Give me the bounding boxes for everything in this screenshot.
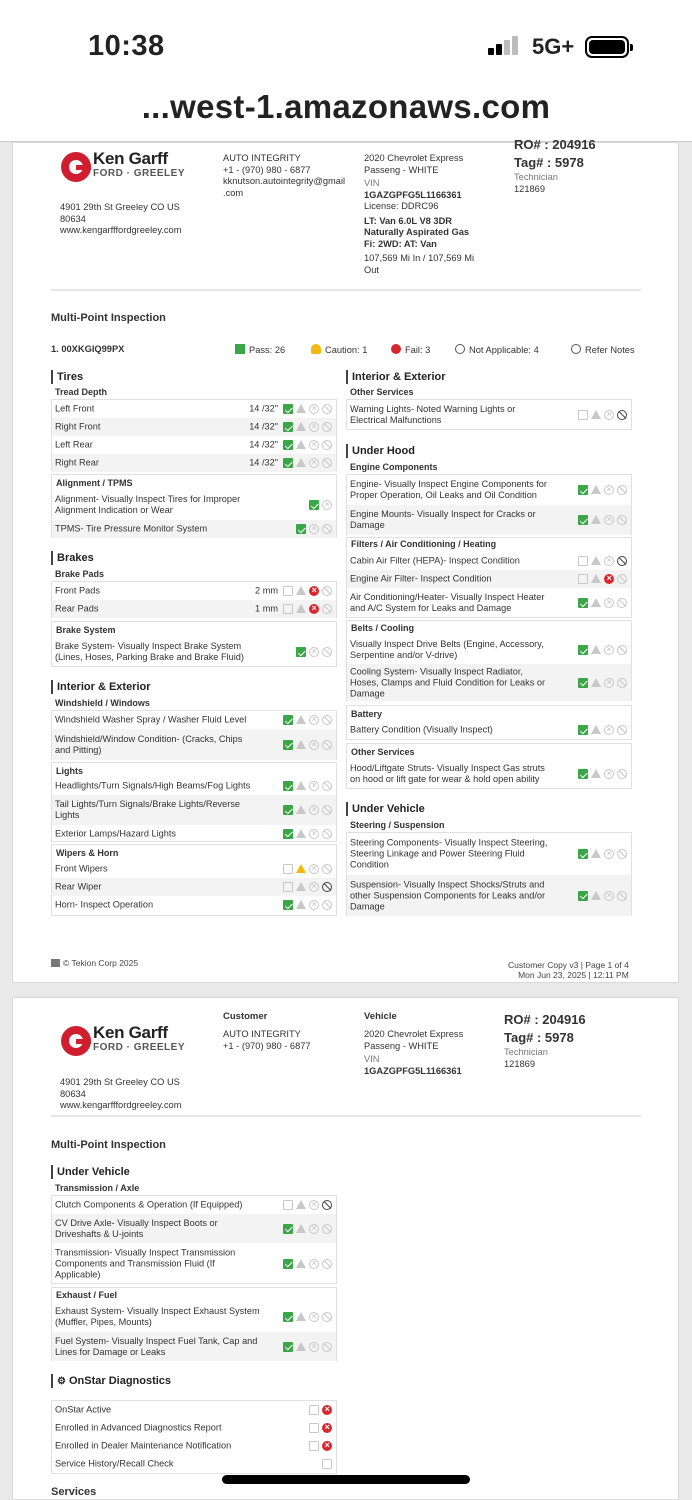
pass-checkbox-icon <box>283 864 293 874</box>
inspection-row: Rear Wiper <box>52 878 336 896</box>
pass-checkbox-icon <box>578 485 588 495</box>
fail-icon <box>309 524 319 534</box>
dealer-address: 4901 29th St Greeley CO US 80634 www.kengarfffordgreeley.com <box>60 1077 182 1110</box>
pass-checkbox-icon <box>283 900 293 910</box>
fail-icon <box>604 891 614 901</box>
not-applicable-icon <box>322 524 332 534</box>
inspection-row: Steering Components- Visually Inspect Steering, Steering Linkage and Power Steering Fluid Condition <box>347 833 631 875</box>
not-applicable-icon <box>617 556 627 566</box>
caution-icon <box>591 678 601 687</box>
url-address[interactable]: ...west-1.amazonaws.com <box>141 88 551 125</box>
caution-icon <box>296 715 306 724</box>
inspection-row: Cabin Air Filter (HEPA)- Inspect Condition <box>347 552 631 570</box>
dealer-sub: FORD · GREELEY <box>93 168 186 179</box>
not-applicable-icon <box>617 769 627 779</box>
filters-group: Filters / Air Conditioning / Heating Cabin Air Filter (HEPA)- Inspect Condition Engine Air Filter- Inspect Condition Air Conditioning/Heater- Visually Inspect Heater and A/C System for Leaks and Damage <box>346 537 632 618</box>
caution-icon <box>296 781 306 790</box>
not-applicable-icon <box>617 485 627 495</box>
customer-info: AUTO INTEGRITY +1 - (970) 980 - 6877 kknutson.autointegrity@gmail .com <box>223 153 346 198</box>
pass-checkbox-icon <box>578 849 588 859</box>
section-under-vehicle: Under Vehicle <box>346 802 425 816</box>
inspection-row: Brake System- Visually Inspect Brake System (Lines, Hoses, Parking Brake and Brake Fluid) <box>52 637 336 667</box>
fail-icon <box>309 458 319 468</box>
section-tires: Tires <box>51 370 83 384</box>
caution-icon <box>296 1224 306 1233</box>
not-applicable-icon <box>322 740 332 750</box>
caution-icon <box>311 344 321 354</box>
pass-checkbox-icon <box>296 647 306 657</box>
inspection-row: Engine- Visually Inspect Engine Components for Proper Operation, Oil Leaks and Oil Condition <box>347 475 631 505</box>
inspection-row: Suspension- Visually Inspect Shocks/Struts and other Suspension Components for Leaks and/or Damage <box>347 875 631 916</box>
inspection-row: Left Rear 14 /32" <box>52 436 336 454</box>
inspection-row: Windshield/Window Condition- (Cracks, Chips and Pitting) <box>52 729 336 760</box>
info-icon <box>571 344 581 354</box>
pass-checkbox-icon <box>283 805 293 815</box>
caution-icon <box>296 422 306 431</box>
fail-icon <box>309 740 319 750</box>
caution-icon <box>296 1259 306 1268</box>
caution-icon <box>591 485 601 494</box>
fail-icon <box>309 781 319 791</box>
caution-icon <box>296 1342 306 1351</box>
caution-icon <box>591 556 601 565</box>
caution-icon <box>296 882 306 891</box>
not-applicable-icon <box>617 410 627 420</box>
caution-icon <box>296 900 306 909</box>
tread-depth-group <box>51 399 337 471</box>
pass-checkbox-icon <box>578 410 588 420</box>
pass-checkbox-icon <box>283 740 293 750</box>
caution-icon <box>296 458 306 467</box>
inspection-row: Rear Pads 1 mm <box>52 600 336 618</box>
pass-checkbox-icon <box>309 500 319 510</box>
pass-checkbox-icon <box>283 604 293 614</box>
inspection-row: Engine Air Filter- Inspect Condition <box>347 570 631 588</box>
pass-checkbox-icon <box>309 1423 319 1433</box>
pass-checkbox-icon <box>309 1405 319 1415</box>
section-interior-exterior: Interior & Exterior <box>51 680 151 694</box>
inspection-row: Exterior Lamps/Hazard Lights <box>52 825 336 842</box>
section-brakes: Brakes <box>51 551 94 565</box>
fail-icon <box>309 1200 319 1210</box>
caution-icon <box>296 586 306 595</box>
fail-icon <box>309 440 319 450</box>
fail-icon <box>604 556 614 566</box>
struts-group: Other Services Hood/Liftgate Struts- Visually Inspect Gas struts on hood or lift gate for wear & hold open ability <box>346 743 632 789</box>
fail-icon <box>391 344 401 354</box>
section-under-vehicle: Under Vehicle <box>51 1165 130 1179</box>
pass-checkbox-icon <box>578 574 588 584</box>
not-applicable-icon <box>322 404 332 414</box>
fail-icon <box>309 715 319 725</box>
fail-icon <box>309 864 319 874</box>
pass-checkbox-icon <box>578 645 588 655</box>
inspection-row: Visually Inspect Drive Belts (Engine, Accessory, Serpentine and/or V-drive) <box>347 636 631 664</box>
vehicle-info: 2020 Chevrolet Express Passeng - WHITE VIN 1GAZGPFG5L1166361 <box>364 1029 464 1076</box>
section-under-hood: Under Hood <box>346 444 415 458</box>
fail-icon <box>309 829 319 839</box>
brand-logo-icon <box>61 152 91 182</box>
caution-icon <box>296 604 306 613</box>
pass-checkbox-icon <box>283 1342 293 1352</box>
fail-icon <box>309 1312 319 1322</box>
pass-checkbox-icon <box>283 1224 293 1234</box>
fail-icon <box>309 805 319 815</box>
inspection-row: OnStar Active <box>52 1401 336 1419</box>
pass-checkbox-icon <box>309 1441 319 1451</box>
not-applicable-icon <box>617 515 627 525</box>
inspection-row: Enrolled in Advanced Diagnostics Report <box>52 1419 336 1437</box>
section-onstar: ⚙ OnStar Diagnostics <box>51 1374 171 1388</box>
fail-icon <box>604 574 614 584</box>
pass-checkbox-icon <box>578 556 588 566</box>
pass-checkbox-icon <box>283 781 293 791</box>
inspection-row: Cooling System- Visually Inspect Radiator, Hoses, Clamps and Fluid Condition for Leaks or Damage <box>347 664 631 701</box>
dealer-address: 4901 29th St Greeley CO US 80634 www.kengarfffordgreeley.com <box>60 202 182 235</box>
inspection-summary: 1. 00XKGIQ99PX Pass: 26 Caution: 1 Fail: 3 Not Applicable: 4 Refer Notes <box>51 344 635 355</box>
fail-icon <box>309 404 319 414</box>
not-applicable-icon <box>617 598 627 608</box>
home-indicator[interactable] <box>222 1475 470 1484</box>
pass-checkbox-icon <box>283 586 293 596</box>
engine-group <box>346 474 632 535</box>
exhaust-group: Exhaust / Fuel Exhaust System- Visually Inspect Exhaust System (Muffler, Pipes, Mounts) Fuel System- Visually Inspect Fuel Tank, Cap and Lines for Damage or Leaks <box>51 1287 337 1361</box>
not-applicable-icon <box>322 422 332 432</box>
report-page-1: Ken Garff FORD · GREELEY 4901 29th St Greeley CO US 80634 www.kengarfffordgreeley.com AUTO INTEGRITY +1 - (970) 980 - 6877 kknutson.autointegrity@gmail .com 2020 Chevrolet Express Passeng - WHITE VIN 1GAZGPFG5L1166361 License: DDRC96 LT: Van 6.0L V8 3DR Naturally Aspirated Gas Fi: 2WD: AT: Van 107,569 Mi In / 107,569 Mi Out RO# : 204916 Tag# : 5978 Technician 121869 Multi-Point Inspection 1. 00XKGIQ99PX Pass: 26 Caution: 1 Fail: 3 Not Applicable: 4 Refer Notes Tires Tread Depth Left Front 14 /32" Right Front 14 /32" Left Rear 14 /32" Right Rear 14 /32" Alignment / TPMS Alignment- Visually Inspect Tires for Improper Alignment Indication or Wear TPMS- Tire Pressure Monitor System Brakes Brake Pads Front Pads 2 mm Rear Pads 1 mm Brake System Brake System- Visually Inspect Brake System (Lines, Hoses, Parking Brake and Brake Fluid) Interior & Exterior Windshield / Windows Windshield Washer Spray / Washer Fluid Level Windshield/Window Condition- (Cracks, Chips and Pitting) Lights Headlights/Turn Signals/High Beams/Fog Lights Tail Lights/Turn Signals/Brake Lights/Reverse Lights Exterior Lamps/Hazard Lights Wipers & Horn Front Wipers Rear Wiper Horn- Inspect Operation Interior & Exterior Other Services Warning Lights- Noted Warning Lights or Electrical Malfunctions Under Hood Engine Components Engine- Visually Inspect Engine Components for Proper Operation, Oil Leaks and Oil Condition Engine Mounts- Visually Inspect for Cracks or Damage Filters / Air Conditioning / Heating Cabin Air Filter (HEPA)- Inspect Condition Engine Air Filter- Inspect Condition Air Conditioning/Heater- Visually Inspect Heater and A/C System for Leaks and Damage Belts / Cooling Visually Inspect Drive Belts (Engine, Accessory, Serpentine and/or V-drive) Cooling System- Visually Inspect Radiator, Hoses, Clamps and Fluid Condition for Leaks or Damage Battery Battery Condition (Visually Inspect) Other Services Hood/Liftgate Struts- Visually Inspect Gas struts on hood or lift gate for wear & hold open ability Under Vehicle Steering / Suspension Steering Components- Visually Inspect Steering, Steering Linkage and Power Steering Fluid Condition Suspension- Visually Inspect Shocks/Struts and other Suspension Components for Leaks and/or Damage © Tekion Corp 2025 Customer Copy v3 | Page 1 of 4 Mon Jun 23, 2025 | 12:11 PM <box>12 142 679 983</box>
not-applicable-icon <box>322 1342 332 1352</box>
pass-checkbox-icon <box>283 422 293 432</box>
transmission-group <box>51 1195 337 1284</box>
inspection-row: Front Pads 2 mm <box>52 582 336 600</box>
caution-icon <box>296 740 306 749</box>
inspection-row: Exhaust System- Visually Inspect Exhaust System (Muffler, Pipes, Mounts) <box>52 1302 336 1332</box>
caution-icon <box>591 574 601 583</box>
caution-icon <box>591 891 601 900</box>
dealer-name: Ken Garff <box>93 149 168 168</box>
inspection-row: TPMS- Tire Pressure Monitor System <box>52 520 336 538</box>
not-applicable-icon <box>322 1224 332 1234</box>
fail-icon <box>322 1441 332 1451</box>
not-applicable-icon <box>617 645 627 655</box>
inspection-row: Horn- Inspect Operation <box>52 896 336 914</box>
inspection-row: Enrolled in Dealer Maintenance Notification <box>52 1437 336 1455</box>
inspection-row: Left Front 14 /32" <box>52 400 336 418</box>
caution-icon <box>591 515 601 524</box>
inspection-row: Right Rear 14 /32" <box>52 454 336 472</box>
inspection-row: Air Conditioning/Heater- Visually Inspect Heater and A/C System for Leaks and Damage <box>347 588 631 618</box>
services-heading: Services <box>51 1486 97 1498</box>
fail-icon <box>322 1423 332 1433</box>
pass-checkbox-icon <box>283 1200 293 1210</box>
not-applicable-icon <box>322 1312 332 1322</box>
fail-icon <box>309 1342 319 1352</box>
page-title: Multi-Point Inspection <box>51 312 166 324</box>
page-title: Multi-Point Inspection <box>51 1139 166 1151</box>
inspection-row: Clutch Components & Operation (If Equipped) <box>52 1196 336 1214</box>
pass-checkbox-icon <box>578 515 588 525</box>
repair-order: RO# : 204916 Tag# : 5978 Technician 121869 <box>504 1012 586 1069</box>
caution-icon <box>296 805 306 814</box>
vehicle-info: 2020 Chevrolet Express Passeng - WHITE VIN 1GAZGPFG5L1166361 License: DDRC96 LT: Van 6.0L V8 3DR Naturally Aspirated Gas Fi: 2WD: AT: Van 107,569 Mi In / 107,569 Mi Out <box>364 153 475 275</box>
fail-icon <box>604 485 614 495</box>
not-applicable-icon <box>322 781 332 791</box>
fail-icon <box>309 1224 319 1234</box>
clock: 10:38 <box>88 30 165 62</box>
status-icons <box>280 404 332 414</box>
fail-icon <box>604 678 614 688</box>
not-applicable-icon <box>322 829 332 839</box>
inspection-row: Alignment- Visually Inspect Tires for Improper Alignment Indication or Wear <box>52 490 336 520</box>
fail-icon <box>309 1259 319 1269</box>
brand-logo-icon <box>61 1026 91 1056</box>
fail-icon <box>309 900 319 910</box>
not-applicable-icon <box>617 725 627 735</box>
pass-icon <box>235 344 245 354</box>
pass-checkbox-icon <box>296 524 306 534</box>
not-applicable-icon <box>617 678 627 688</box>
fail-icon <box>309 647 319 657</box>
fail-icon <box>604 515 614 525</box>
pass-checkbox-icon <box>578 891 588 901</box>
onstar-group <box>51 1400 337 1474</box>
fail-icon <box>322 500 332 510</box>
not-applicable-icon <box>322 715 332 725</box>
inspection-row: Transmission- Visually Inspect Transmission Components and Transmission Fluid (If Applicable) <box>52 1243 336 1284</box>
brake-system-group: Brake System Brake System- Visually Inspect Brake System (Lines, Hoses, Parking Brake and Brake Fluid) <box>51 621 337 667</box>
not-applicable-icon <box>322 1200 332 1210</box>
not-applicable-icon <box>322 805 332 815</box>
windshield-group <box>51 710 337 760</box>
caution-icon <box>296 440 306 449</box>
not-applicable-icon <box>322 604 332 614</box>
network-label: 5G+ <box>532 34 575 59</box>
fail-icon <box>322 1405 332 1415</box>
pass-checkbox-icon <box>578 598 588 608</box>
caution-icon <box>591 725 601 734</box>
report-page-2: Customer Vehicle Ken Garff FORD · GREELEY 4901 29th St Greeley CO US 80634 www.kengarfffordgreeley.com AUTO INTEGRITY +1 - (970) 980 - 6877 2020 Chevrolet Express Passeng - WHITE VIN 1GAZGPFG5L1166361 RO# : 204916 Tag# : 5978 Technician 121869 Multi-Point Inspection Under Vehicle Transmission / Axle Clutch Components & Operation (If Equipped) CV Drive Axle- Visually Inspect Boots or Driveshafts & U-joints Transmission- Visually Inspect Transmission Components and Transmission Fluid (If Applicable) Exhaust / Fuel Exhaust System- Visually Inspect Exhaust System (Muffler, Pipes, Mounts) Fuel System- Visually Inspect Fuel Tank, Cap and Lines for Damage or Leaks ⚙ OnStar Diagnostics OnStar Active Enrolled in Advanced Diagnostics Report Enrolled in Dealer Maintenance Notification Service History/Recall Check Services <box>12 997 679 1500</box>
inspection-row: Hood/Liftgate Struts- Visually Inspect Gas struts on hood or lift gate for wear & hold open ability <box>347 759 631 789</box>
caution-icon <box>591 645 601 654</box>
belts-group: Belts / Cooling Visually Inspect Drive Belts (Engine, Accessory, Serpentine and/or V-drive) Cooling System- Visually Inspect Radiator, Hoses, Clamps and Fluid Condition for Leaks or Damage <box>346 620 632 701</box>
alignment-group: Alignment / TPMS Alignment- Visually Inspect Tires for Improper Alignment Indication or Wear TPMS- Tire Pressure Monitor System <box>51 474 337 538</box>
warning-lights-group <box>346 399 632 430</box>
battery-group: Battery Battery Condition (Visually Inspect) <box>346 705 632 740</box>
not-applicable-icon <box>322 900 332 910</box>
caution-icon <box>296 1200 306 1209</box>
fail-icon <box>604 598 614 608</box>
not-applicable-icon <box>617 891 627 901</box>
caution-icon <box>591 769 601 778</box>
repair-order: RO# : 204916 Tag# : 5978 Technician 121869 <box>514 137 596 194</box>
wrench-icon: ⚙ <box>57 1376 66 1387</box>
inspection-row: Fuel System- Visually Inspect Fuel Tank, Cap and Lines for Damage or Leaks <box>52 1332 336 1361</box>
inspection-row: Windshield Washer Spray / Washer Fluid Level <box>52 711 336 729</box>
fail-icon <box>604 849 614 859</box>
not-applicable-icon <box>322 586 332 596</box>
wipers-group: Wipers & Horn Front Wipers Rear Wiper Horn- Inspect Operation <box>51 844 337 916</box>
pass-checkbox-icon <box>322 1459 332 1469</box>
na-icon <box>455 344 465 354</box>
caution-icon <box>591 849 601 858</box>
pass-checkbox-icon <box>578 678 588 688</box>
fail-icon <box>604 410 614 420</box>
not-applicable-icon <box>322 647 332 657</box>
page-footer: Customer Copy v3 | Page 1 of 4 Mon Jun 23, 2025 | 12:11 PM <box>508 960 629 980</box>
inspection-row: Front Wipers <box>52 860 336 878</box>
caution-icon <box>296 404 306 413</box>
inspection-row: Battery Condition (Visually Inspect) <box>347 721 631 739</box>
inspection-row: Tail Lights/Turn Signals/Brake Lights/Reverse Lights <box>52 795 336 825</box>
fail-icon <box>309 586 319 596</box>
fail-icon <box>604 645 614 655</box>
pass-checkbox-icon <box>283 715 293 725</box>
inspection-row: Right Front 14 /32" <box>52 418 336 436</box>
fail-icon <box>309 882 319 892</box>
caution-icon <box>296 829 306 838</box>
fail-icon <box>604 725 614 735</box>
not-applicable-icon <box>322 1259 332 1269</box>
pass-checkbox-icon <box>283 1312 293 1322</box>
inspection-row: CV Drive Axle- Visually Inspect Boots or Driveshafts & U-joints <box>52 1214 336 1243</box>
caution-icon <box>296 1312 306 1321</box>
steering-group <box>346 832 632 916</box>
lights-group: Lights Headlights/Turn Signals/High Beams/Fog Lights Tail Lights/Turn Signals/Brake Lights/Reverse Lights Exterior Lamps/Hazard Lights <box>51 762 337 842</box>
not-applicable-icon <box>322 864 332 874</box>
not-applicable-icon <box>617 574 627 584</box>
pass-checkbox-icon <box>283 829 293 839</box>
pass-checkbox-icon <box>283 882 293 892</box>
not-applicable-icon <box>322 440 332 450</box>
fail-icon <box>604 769 614 779</box>
pass-checkbox-icon <box>283 458 293 468</box>
pass-checkbox-icon <box>578 725 588 735</box>
caution-icon <box>296 864 306 873</box>
section-interior-exterior-right: Interior & Exterior <box>346 370 446 384</box>
customer-info: AUTO INTEGRITY +1 - (970) 980 - 6877 <box>223 1029 311 1051</box>
pass-checkbox-icon <box>283 404 293 414</box>
fail-icon <box>309 422 319 432</box>
caution-icon <box>591 598 601 607</box>
caution-icon <box>591 410 601 419</box>
fail-icon <box>309 604 319 614</box>
not-applicable-icon <box>617 849 627 859</box>
inspection-row: Service History/Recall Check <box>52 1455 336 1473</box>
copyright: © Tekion Corp 2025 <box>51 958 138 968</box>
not-applicable-icon <box>322 458 332 468</box>
inspection-row: Headlights/Turn Signals/High Beams/Fog Lights <box>52 777 336 795</box>
inspection-row: Engine Mounts- Visually Inspect for Cracks or Damage <box>347 505 631 535</box>
pass-checkbox-icon <box>578 769 588 779</box>
brake-pads-group <box>51 581 337 618</box>
not-applicable-icon <box>322 882 332 892</box>
pass-checkbox-icon <box>283 440 293 450</box>
inspection-row: Warning Lights- Noted Warning Lights or Electrical Malfunctions <box>347 400 631 430</box>
pass-checkbox-icon <box>283 1259 293 1269</box>
